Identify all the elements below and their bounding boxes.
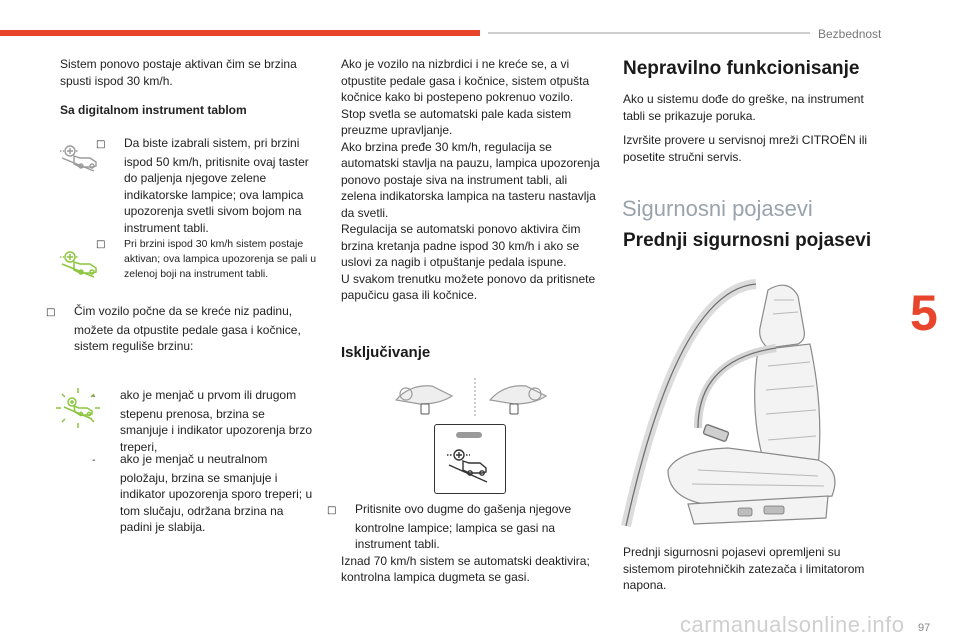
heading-deactivation: Isključivanje [341, 344, 431, 361]
bullet-select-system: □ Da biste izabrali sistem, pri brzini ispod 50 km/h, pritisnite ovaj taster do paljenja njegove zelene indikatorske lampice; ova lampica upozorenja svetli sivom bojom na instrument tabli. [96, 136, 309, 235]
hill-descent-flashing-icon [52, 386, 104, 430]
subheading-digital-panel: Sa digitalnom instrument tablom [60, 103, 247, 117]
dash-first-second-gear: - ako je menjač u prvom ili drugom stepenu prenosa, brzina se smanjuje i indikator upozorenja brzo treperi, [92, 388, 313, 454]
header-rule [488, 32, 810, 34]
pedal-indicators-illustration [390, 378, 560, 418]
heading-seat-belts: Sigurnosni pojasevi [622, 196, 813, 221]
chapter-number: 5 [910, 285, 938, 341]
heading-malfunction: Nepravilno funkcionisanje [623, 58, 860, 79]
dash-neutral-gear: - ako je menjač u neutralnom položaju, brzina se smanjuje i indikator upozorenja sporo treperi; u tom slučaju, održana brzina na padini je slabija. [92, 452, 313, 534]
dash-marker: - [92, 391, 96, 402]
mid-deactivation-text: □ Pritisnite ovo dugme do gašenja njegove kontrolne lampice; lampica se gasi na instrument tabli. Iznad 70 km/h sistem se automatski deaktivira; kontrolna lampica dugmeta se gasi. [327, 502, 590, 584]
hill-descent-green-icon [56, 248, 104, 278]
hill-descent-button-panel [434, 424, 506, 494]
bullet-downhill: □ Čim vozilo počne da se kreće niz padinu, možete da otpustite pedale gasa i kočnice, sistem reguliše brzinu: [46, 304, 301, 353]
button-indicator-led [456, 432, 482, 438]
bullet-icon: □ [327, 505, 337, 516]
watermark: carmanualsonline.info [680, 612, 905, 637]
paragraph: Sistem ponovo postaje aktivan čim se brzina spusti ispod 30 km/h. [60, 57, 297, 88]
mid-paragraphs: Ako je vozilo na nizbrdici i ne kreće se, a vi otpustite pedale gasa i kočnice, sistem otpušta kočnice kako bi postepeno pokrenuo vozilo. Stop svetla se automatski pale kada sistem preuzme upravljanje. Ako brzina pređe 30 km/h, regulacija se automatski stavlja na pauzu, lampica upozorenja ponovo postaje siva na instrument tabli, ali zelena indikatorska lampica na tasteru nastavlja da svetli. Regulacija se automatski ponovo aktivira čim brzina kretanja padne ispod 30 km/h i ako se uslovi za nagib i otpuštanje pedala ispune. U svakom trenutku možete ponovo da pritisnete papučicu gasa ili kočnice. [341, 57, 600, 302]
left-intro [60, 56, 310, 89]
malfunction-text: Ako u sistemu dođe do greške, na instrument tabli se prikazuje poruka. Izvršite provere u servisnoj mreži CITROËN ili posetite stručni servis. [623, 92, 868, 164]
hill-descent-button-icon [443, 445, 497, 485]
page-number: 97 [918, 622, 931, 634]
seat-belt-caption: Prednji sigurnosni pojasevi opremljeni su sistemom pirotehničkih zatezača i limitatorom napona. [623, 545, 865, 592]
section-title: Bezbednost [818, 27, 882, 41]
heading-front-seat-belts: Prednji sigurnosni pojasevi [623, 230, 872, 251]
bullet-icon: □ [96, 139, 106, 150]
bullet-system-active: □ Pri brzini ispod 30 km/h sistem postaje aktivan; ova lampica upozorenja se pali u zelenoj boji na instrument tabli. [96, 238, 317, 280]
header-accent-bar [0, 30, 480, 36]
bullet-icon: □ [46, 307, 56, 318]
front-seat-belt-illustration [618, 270, 888, 540]
dash-marker: - [92, 455, 96, 466]
bullet-icon: □ [96, 239, 106, 250]
